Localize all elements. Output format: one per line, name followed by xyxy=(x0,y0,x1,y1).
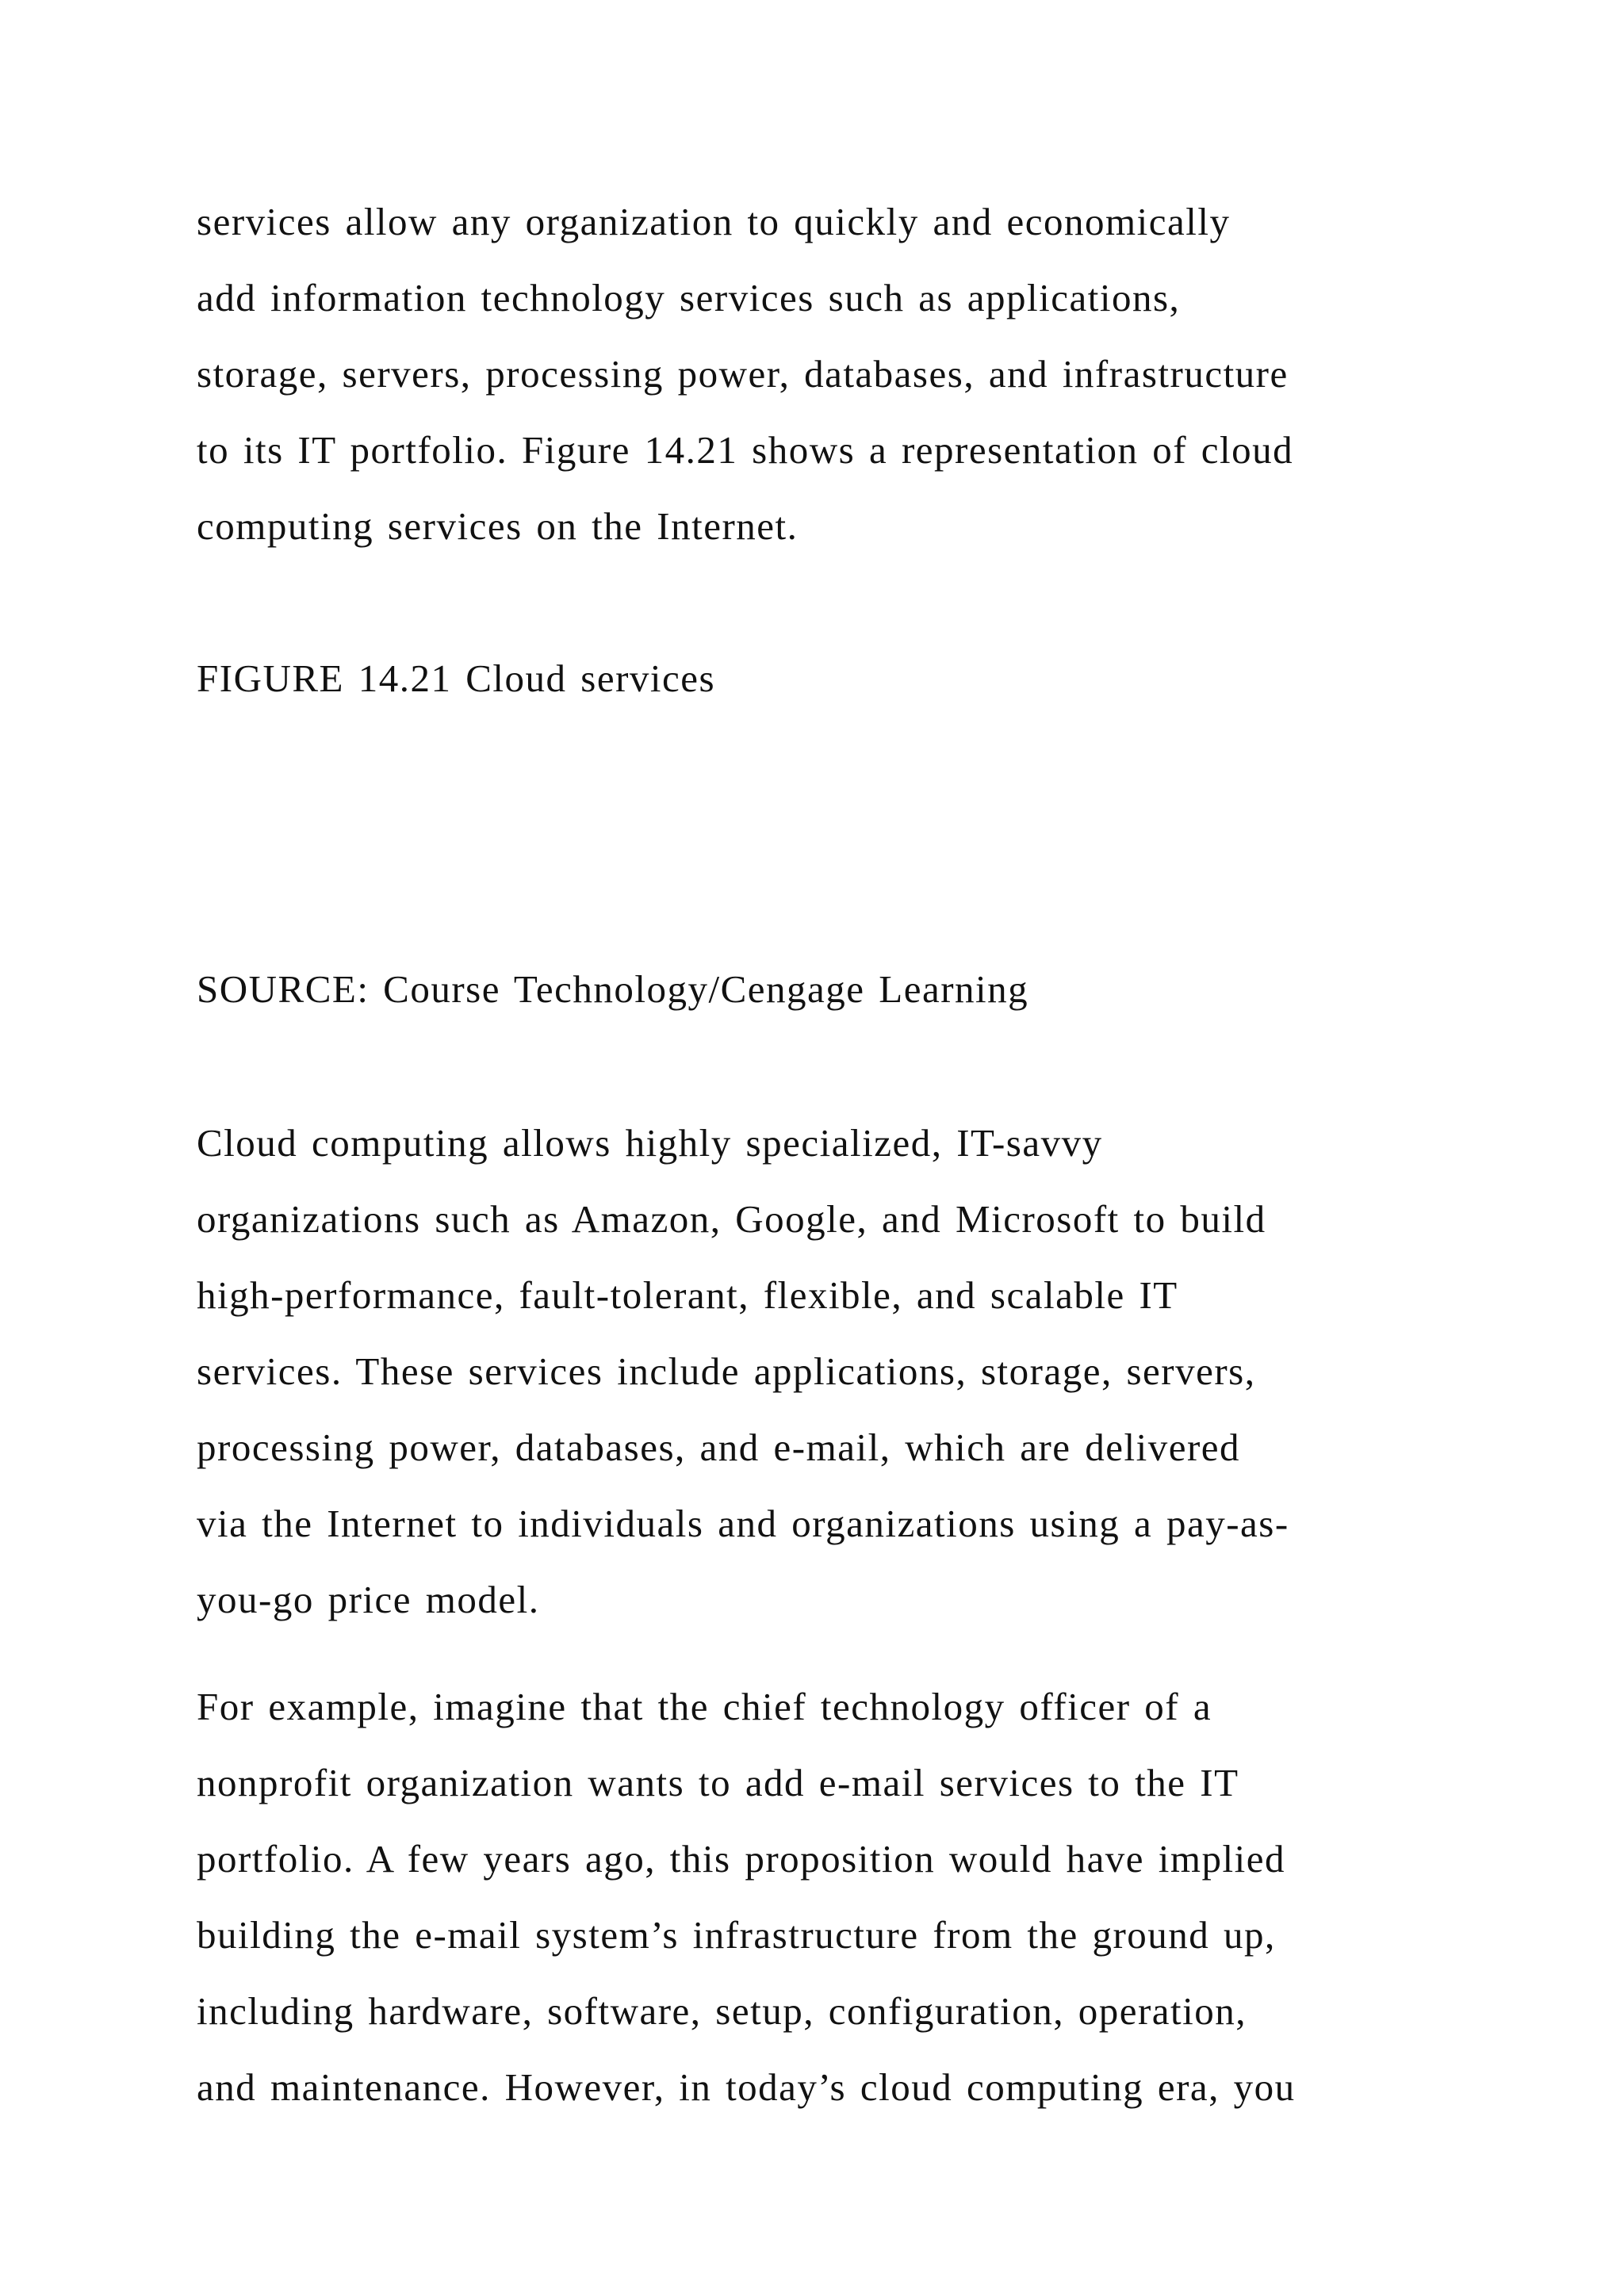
example-line-5: including hardware, software, setup, configuration, operation, xyxy=(197,1989,1247,2033)
example-line-2: nonprofit organization wants to add e-mail services to the IT xyxy=(197,1761,1239,1804)
intro-paragraph xyxy=(197,184,1434,564)
figure-source-text: SOURCE: Course Technology/Cengage Learning xyxy=(197,967,1029,1011)
figure-caption-text: FIGURE 14.21 Cloud services xyxy=(197,656,716,700)
cloud-line-5: processing power, databases, and e-mail, which are delivered xyxy=(197,1425,1241,1469)
cloud-computing-paragraph xyxy=(197,1105,1434,1638)
cloud-line-3: high-performance, fault-tolerant, flexible, and scalable IT xyxy=(197,1273,1178,1317)
cloud-line-1: Cloud computing allows highly specialized, IT-savvy xyxy=(197,1121,1103,1165)
intro-line-4: to its IT portfolio. Figure 14.21 shows a representation of cloud xyxy=(197,428,1294,472)
cloud-line-2: organizations such as Amazon, Google, and Microsoft to build xyxy=(197,1197,1266,1241)
example-line-3: portfolio. A few years ago, this proposition would have implied xyxy=(197,1837,1286,1881)
figure-caption xyxy=(197,641,1434,717)
intro-line-5: computing services on the Internet. xyxy=(197,504,799,548)
example-line-4: building the e-mail system’s infrastructure from the ground up, xyxy=(197,1913,1276,1957)
example-line-6: and maintenance. However, in today’s cloud computing era, you xyxy=(197,2065,1296,2109)
intro-line-2: add information technology services such as applications, xyxy=(197,276,1181,320)
cloud-line-7: you-go price model. xyxy=(197,1578,540,1621)
example-line-1: For example, imagine that the chief technology officer of a xyxy=(197,1685,1212,1728)
intro-line-1: services allow any organization to quickly and economically xyxy=(197,200,1231,243)
example-paragraph xyxy=(197,1669,1434,2126)
cloud-line-4: services. These services include applications, storage, servers, xyxy=(197,1349,1256,1393)
intro-line-3: storage, servers, processing power, databases, and infrastructure xyxy=(197,352,1289,396)
cloud-line-6: via the Internet to individuals and organizations using a pay-as- xyxy=(197,1502,1289,1545)
figure-source xyxy=(197,951,1434,1027)
